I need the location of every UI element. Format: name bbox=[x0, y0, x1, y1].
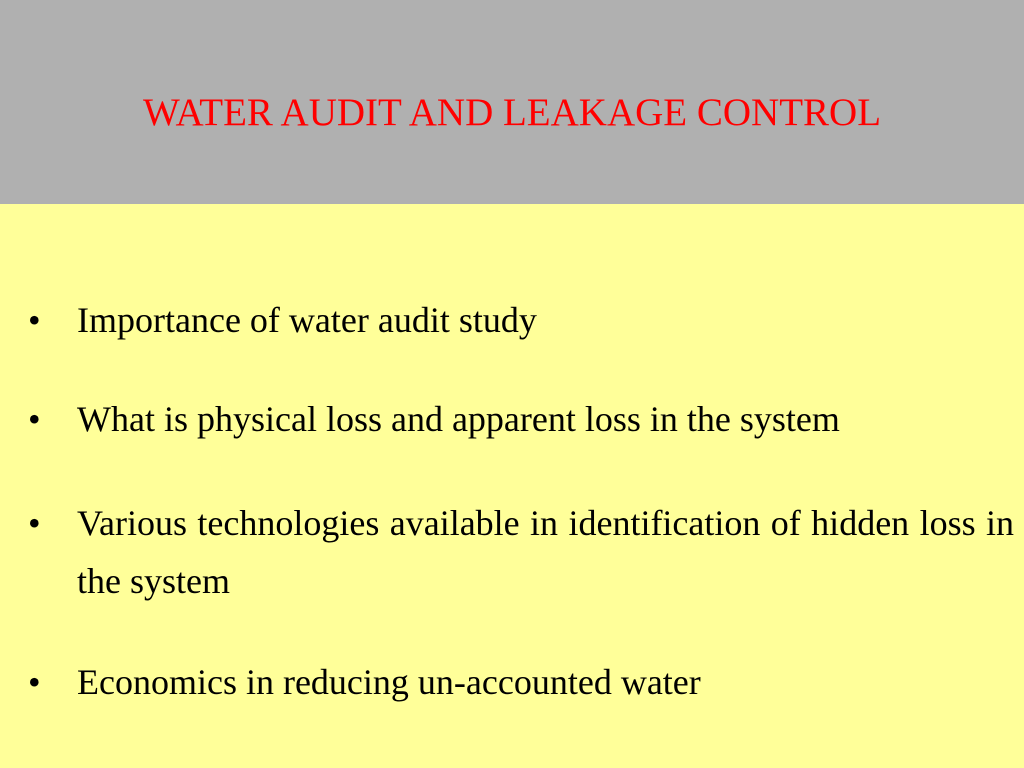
bullet-text: Importance of water audit study bbox=[77, 300, 537, 340]
slide-header bbox=[0, 0, 1024, 204]
bullet-dot-icon: • bbox=[28, 300, 41, 340]
bullet-text: What is physical loss and apparent loss in the system bbox=[77, 399, 840, 439]
slide-title: WATER AUDIT AND LEAKAGE CONTROL bbox=[142, 91, 882, 134]
bullet-text: Various technologies available in identification of hidden loss in the system bbox=[77, 503, 1014, 601]
bullet-dot-icon: • bbox=[28, 662, 41, 702]
slide-content bbox=[0, 204, 1024, 768]
bullet-dot-icon: • bbox=[28, 399, 41, 439]
bullet-text: Economics in reducing un-accounted water bbox=[77, 662, 701, 702]
bullet-dot-icon: • bbox=[28, 503, 41, 543]
